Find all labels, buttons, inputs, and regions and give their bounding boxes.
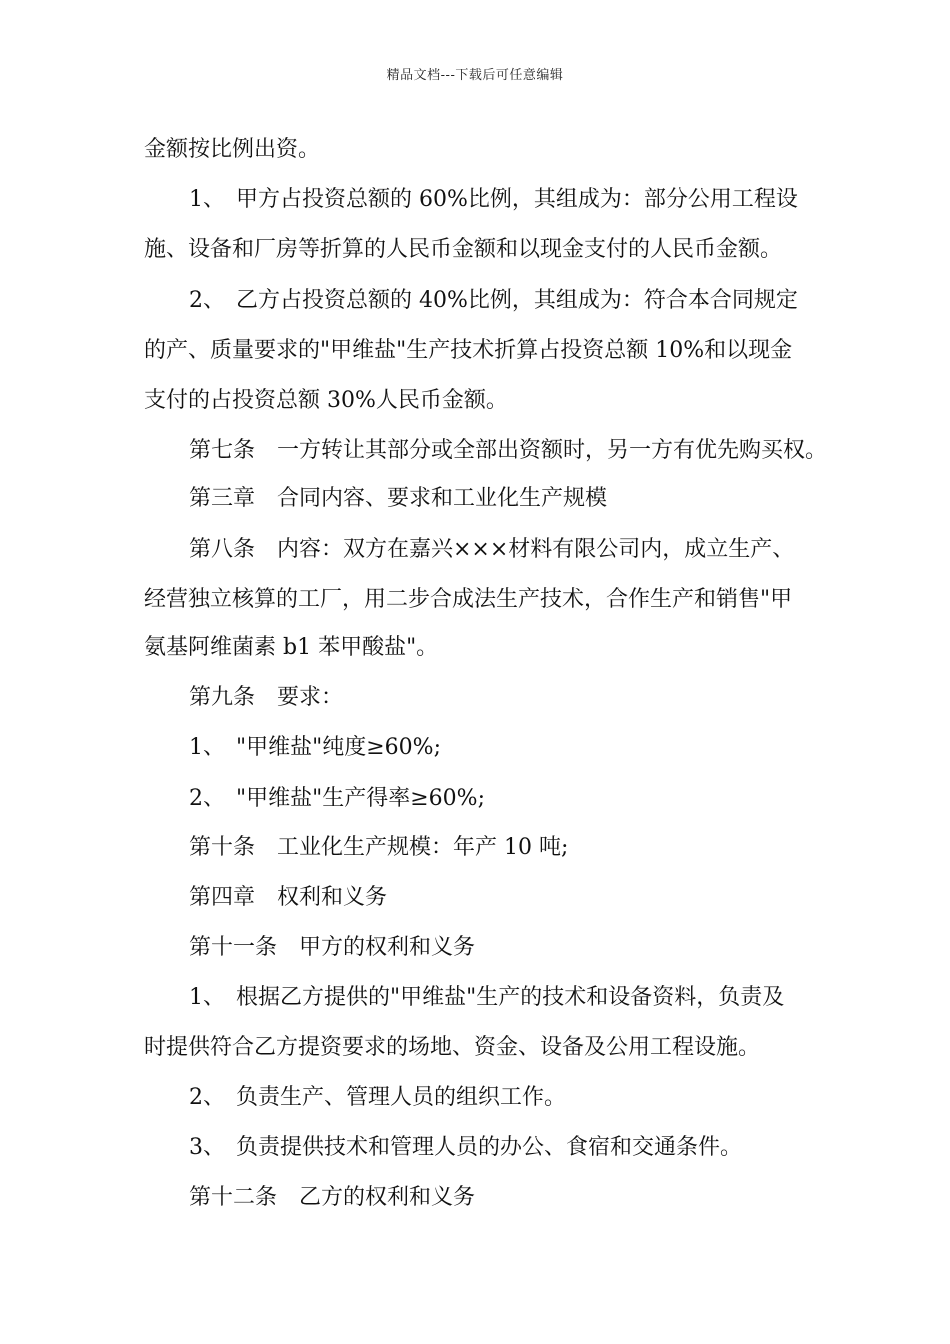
- text-line: 3、 负责提供技术和管理人员的办公、食宿和交通条件。: [189, 1135, 742, 1160]
- text-line: 第八条 内容：双方在嘉兴×××材料有限公司内，成立生产、: [189, 537, 795, 562]
- chapter-heading: 第三章 合同内容、要求和工业化生产规模: [189, 486, 608, 511]
- text-line: 氨基阿维菌素 b1 苯甲酸盐"。: [144, 635, 439, 660]
- page-header: 精品文档---下载后可任意编辑: [386, 68, 564, 83]
- text-line: 的产、质量要求的"甲维盐"生产技术折算占投资总额 10%和以现金: [144, 338, 793, 363]
- text-line: 2、 乙方占投资总额的 40%比例，其组成为：符合本合同规定: [189, 288, 798, 313]
- text-line: 支付的占投资总额 30%人民币金额。: [144, 388, 508, 413]
- text-line: 第十二条 乙方的权利和义务: [189, 1185, 476, 1210]
- text-line: 1、 甲方占投资总额的 60%比例，其组成为：部分公用工程设: [189, 187, 798, 212]
- text-line: 第十条 工业化生产规模：年产 10 吨;: [189, 835, 569, 860]
- text-line: 经营独立核算的工厂，用二步合成法生产技术，合作生产和销售"甲: [144, 587, 793, 612]
- chapter-heading: 第四章 权利和义务: [189, 885, 388, 910]
- text-line: 第七条 一方转让其部分或全部出资额时，另一方有优先购买权。: [189, 438, 828, 463]
- text-line: 时提供符合乙方提资要求的场地、资金、设备及公用工程设施。: [144, 1035, 761, 1060]
- text-line: 1、 根据乙方提供的"甲维盐"生产的技术和设备资料，负责及: [189, 985, 785, 1010]
- text-line: 施、设备和厂房等折算的人民币金额和以现金支付的人民币金额。: [144, 237, 783, 262]
- text-line: 2、 负责生产、管理人员的组织工作。: [189, 1085, 566, 1110]
- text-line: 第九条 要求：: [189, 685, 344, 710]
- text-line: 金额按比例出资。: [144, 137, 321, 162]
- text-line: 2、 "甲维盐"生产得率≥60%;: [189, 786, 485, 811]
- text-line: 1、 "甲维盐"纯度≥60%;: [189, 735, 441, 760]
- text-line: 第十一条 甲方的权利和义务: [189, 935, 476, 960]
